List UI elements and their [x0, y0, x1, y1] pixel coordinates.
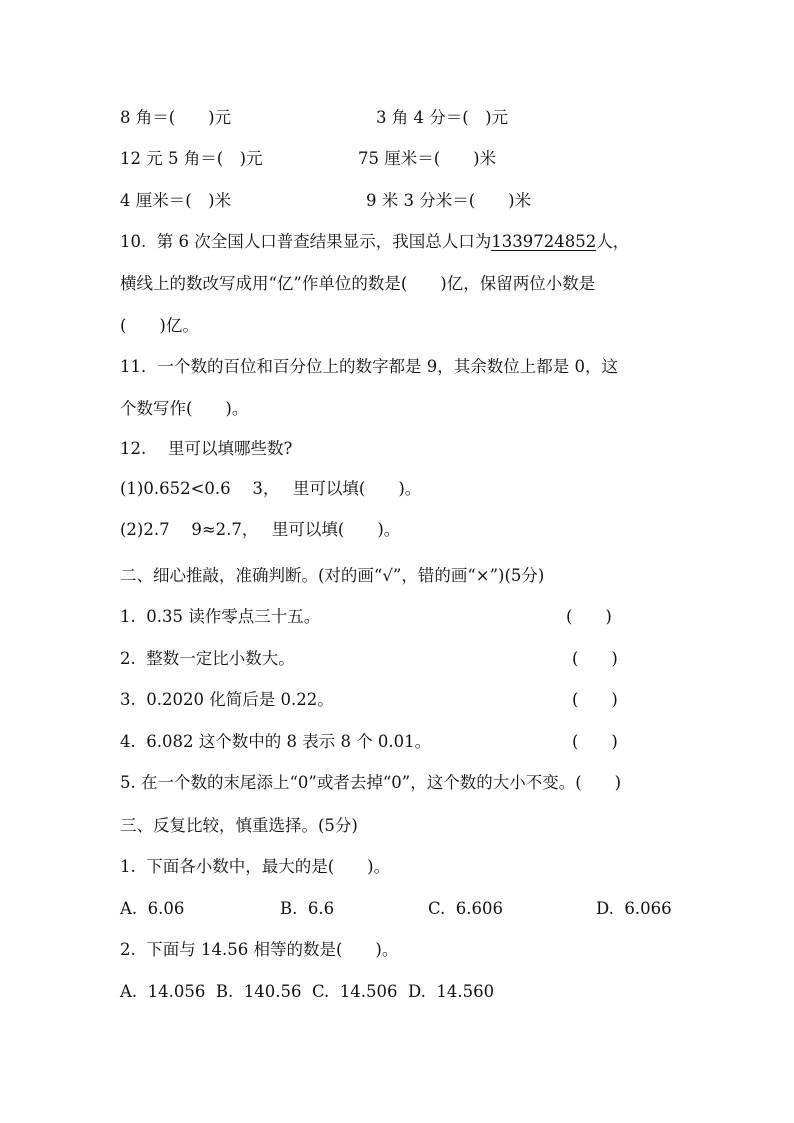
q9-row2-right: 75 厘米＝( )米: [358, 149, 497, 168]
q10-line1: [120, 232, 629, 252]
section2-heading: 二、细心推敲，准确判断。(对的画“√”，错的画“×”)(5分): [120, 566, 545, 585]
q10-line2: 横线上的数改写成用“亿”作单位的数是( )亿，保留两位小数是: [120, 274, 596, 293]
s3-q1-option-d: D. 6.066: [596, 899, 672, 918]
q10-line1-pre: 10. 第 6 次全国人口普查结果显示，我国总人口为: [120, 232, 492, 251]
q9-row3-right: 9 米 3 分米＝( )米: [366, 191, 532, 210]
q9-row1-left: 8 角＝( )元: [120, 108, 232, 127]
q10-population-number: 1339724852: [491, 232, 597, 251]
q10-line3: ( )亿。: [120, 316, 199, 335]
s3-q2: 2. 下面与 14.56 相等的数是( )。: [120, 940, 399, 959]
s2-item2-answer: ( ): [572, 649, 618, 668]
s3-q1-option-a: A. 6.06: [120, 899, 185, 918]
s2-item1-answer: ( ): [566, 607, 612, 626]
s2-item2: 2. 整数一定比小数大。: [120, 649, 295, 668]
q12-title: 12. 里可以填哪些数?: [120, 439, 293, 458]
section3-heading: 三、反复比较，慎重选择。(5分): [120, 816, 358, 835]
s2-item1: 1. 0.35 读作零点三十五。: [120, 607, 321, 626]
s2-item4: 4. 6.082 这个数中的 8 表示 8 个 0.01。: [120, 732, 432, 751]
q12-item1: (1)0.652<0.6 3， 里可以填( )。: [120, 479, 422, 498]
q12-item2: (2)2.7 9≈2.7， 里可以填( )。: [120, 520, 401, 539]
s3-q1: 1. 下面各小数中，最大的是( )。: [120, 857, 391, 876]
s3-q1-option-c: C. 6.606: [428, 899, 504, 918]
s2-item3: 3. 0.2020 化简后是 0.22。: [120, 690, 334, 709]
q11-line1: 11．一个数的百位和百分位上的数字都是 9，其余数位上都是 0，这: [120, 357, 618, 376]
s2-item4-answer: ( ): [572, 732, 618, 751]
s3-q2-options: A. 14.056 B. 140.56 C. 14.506 D. 14.560: [120, 982, 495, 1001]
q9-row3-left: 4 厘米＝( )米: [120, 191, 232, 210]
s3-q1-option-b: B. 6.6: [280, 899, 335, 918]
s2-item5: 5. 在一个数的末尾添上“0”或者去掉“0”，这个数的大小不变。( ): [120, 773, 622, 792]
s2-item3-answer: ( ): [572, 690, 618, 709]
q11-line2: 个数写作( )。: [120, 399, 249, 418]
q9-row2-left: 12 元 5 角＝( )元: [120, 149, 263, 168]
q9-row1-right: 3 角 4 分＝( )元: [376, 108, 509, 127]
q10-line1-post: 人，: [596, 232, 630, 251]
